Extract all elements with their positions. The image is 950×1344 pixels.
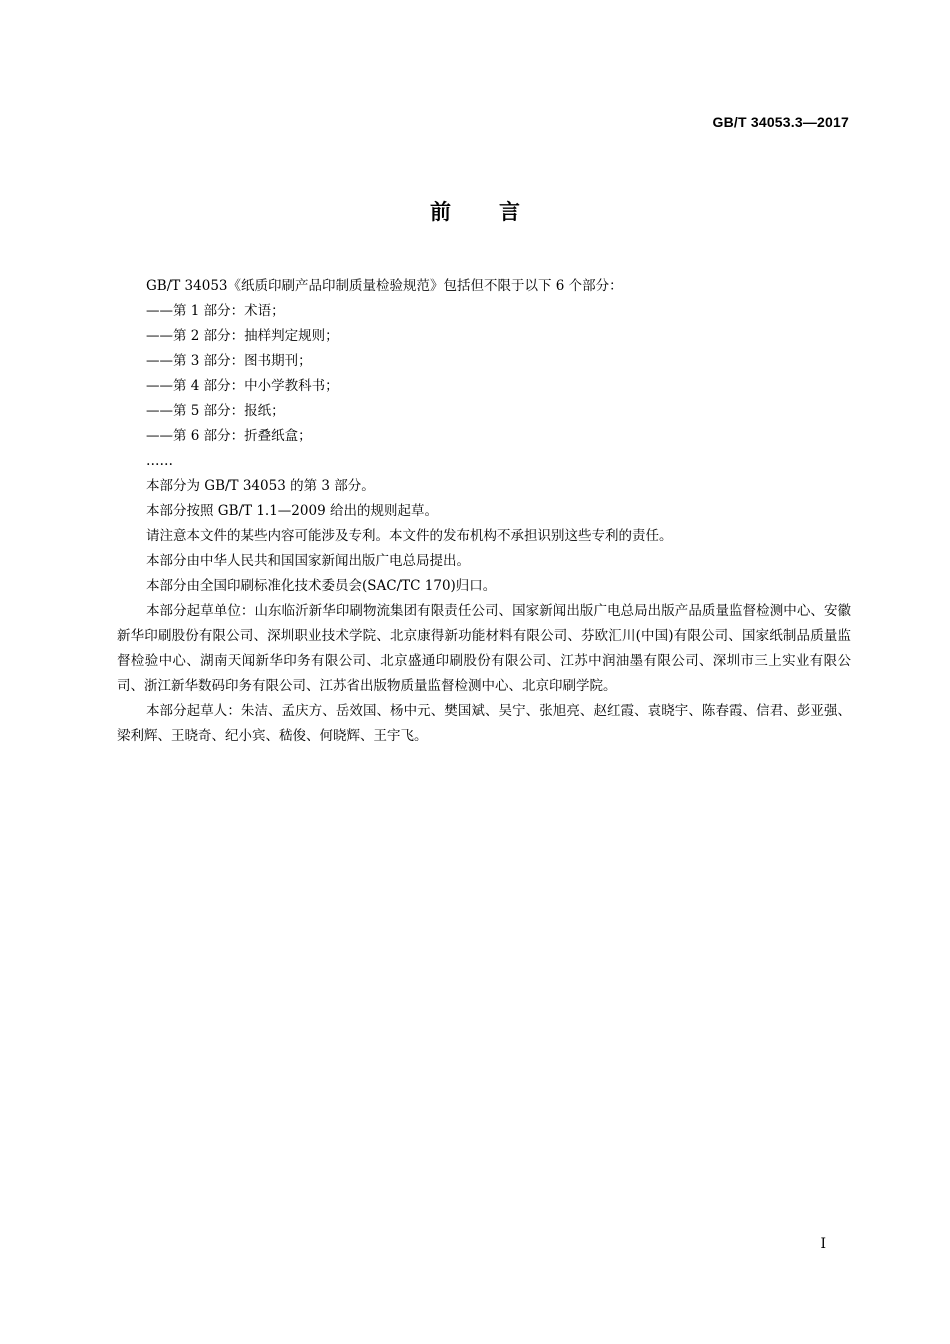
patent-notice-paragraph: 请注意本文件的某些内容可能涉及专利。本文件的发布机构不承担识别这些专利的责任。: [146, 528, 673, 544]
document-code: GB/T 34053.3—2017: [712, 114, 849, 130]
part-list-item: ——第 2 部分：抽样判定规则；: [146, 328, 339, 344]
body-paragraph: 本部分按照 GB/T 1.1—2009 给出的规则起草。: [146, 503, 438, 519]
part-list-item: ——第 6 部分：折叠纸盒；: [146, 428, 312, 444]
part-list-item: ——第 4 部分：中小学教科书；: [146, 378, 339, 394]
body-paragraph: 本部分为 GB/T 34053 的第 3 部分。: [146, 478, 375, 494]
part-list-item: ——第 3 部分：图书期刊；: [146, 353, 312, 369]
intro-paragraph: GB/T 34053《纸质印刷产品印制质量检验规范》包括但不限于以下 6 个部分：: [146, 278, 623, 294]
proposer-paragraph: 本部分由中华人民共和国国家新闻出版广电总局提出。: [146, 553, 470, 569]
document-body: [117, 274, 851, 749]
part-list-item: ——第 5 部分：报纸；: [146, 403, 285, 419]
drafters-paragraph: 本部分起草人：朱洁、孟庆方、岳效国、杨中元、樊国斌、吴宁、张旭亮、赵红霞、袁晓宇、陈春霞、信君、彭亚强、梁利辉、王晓奇、纪小宾、嵇俊、何晓辉、王宇飞。: [117, 703, 851, 744]
page-number: I: [820, 1236, 826, 1252]
part-list-item: ——第 1 部分：术语；: [146, 303, 285, 319]
part-list-ellipsis: ……: [146, 453, 173, 469]
page-title: 前言: [430, 200, 568, 224]
administrator-paragraph: 本部分由全国印刷标准化技术委员会(SAC/TC 170)归口。: [146, 578, 497, 594]
drafting-units-paragraph: 本部分起草单位：山东临沂新华印刷物流集团有限责任公司、国家新闻出版广电总局出版产品质量监督检测中心、安徽新华印刷股份有限公司、深圳职业技术学院、北京康得新功能材料有限公司、芬欧汇川(中国)有限公司、国家纸制品质量监督检验中心、湖南天闻新华印务有限公司、北京盛通印刷股份有限公司、江苏中润油墨有限公司、深圳市三上实业有限公司、浙江新华数码印务有限公司、江苏省出版物质量监督检测中心、北京印刷学院。: [117, 603, 851, 694]
